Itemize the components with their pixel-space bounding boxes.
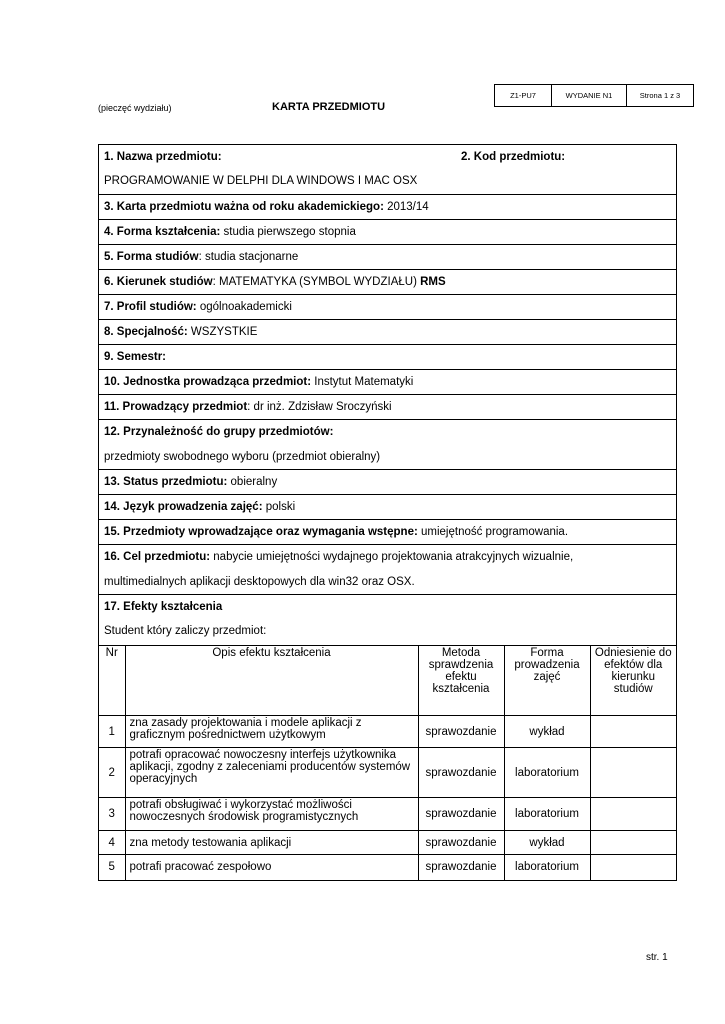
row-language: 14. Język prowadzenia zajęć: polski: [99, 495, 676, 520]
form-code: Z1-PU7: [495, 85, 552, 106]
row-prerequisites: 15. Przedmioty wprowadzające oraz wymagania wstępne: umiejętność programowania.: [99, 520, 676, 545]
table-row: 1 zna zasady projektowania i modele aplikacji z graficznym pośrednictwem użytkowym sprawozdanie wykład: [99, 716, 676, 748]
document-title: KARTA PRZEDMIOTU: [272, 101, 386, 113]
row-valid-year: 3. Karta przedmiotu ważna od roku akademickiego: 2013/14: [99, 195, 676, 220]
table-row: 4 zna metody testowania aplikacji sprawozdanie wykład: [99, 831, 676, 855]
table-row: 3 potrafi obsługiwać i wykorzystać możliwości nowoczesnych środowisk programistycznych sprawozdanie laboratorium: [99, 798, 676, 831]
row-effects: 17. Efekty kształcenia Student który zaliczy przedmiot:: [104, 601, 267, 637]
table-row: 2 potrafi opracować nowoczesny interfejs użytkownika aplikacji, zgodny z zaleceniami producentów systemów operacyjnych sprawozdanie laboratorium: [99, 748, 676, 798]
row-unit: 10. Jednostka prowadząca przedmiot: Instytut Matematyki: [99, 370, 676, 395]
row-specialty: 8. Specjalność: WSZYSTKIE: [99, 320, 676, 345]
row-group: 12. Przynależność do grupy przedmiotów: przedmioty swobodnego wyboru (przedmiot obieralny): [99, 420, 676, 470]
row-field: 6. Kierunek studiów: MATEMATYKA (SYMBOL WYDZIAŁU) RMS: [99, 270, 676, 295]
effects-table: [99, 645, 676, 880]
row-course-name: [99, 145, 676, 195]
row-semester: 9. Semestr:: [99, 345, 676, 370]
edition: WYDANIE N1: [552, 85, 627, 106]
row-education-form: 4. Forma kształcenia: studia pierwszego stopnia: [99, 220, 676, 245]
col-method: Metoda sprawdzenia efektu kształcenia: [418, 646, 504, 716]
col-form: Forma prowadzenia zajęć: [504, 646, 590, 716]
page-count: Strona 1 z 3: [639, 91, 681, 100]
row-profile: 7. Profil studiów: ogólnoakademicki: [99, 295, 676, 320]
row-status: 13. Status przedmiotu: obieralny: [99, 470, 676, 495]
col-nr: Nr: [99, 646, 125, 716]
course-code-label: 2. Kod przedmiotu:: [461, 151, 566, 163]
document-code-box: [494, 84, 694, 107]
course-name-value: PROGRAMOWANIE W DELPHI DLA WINDOWS I MAC OSX: [104, 175, 418, 187]
row-study-form: 5. Forma studiów: studia stacjonarne: [99, 245, 676, 270]
page-number: str. 1: [646, 952, 668, 963]
col-reference: Odniesienie do efektów dla kierunku studiów: [590, 646, 676, 716]
table-row: 5 potrafi pracować zespołowo sprawozdanie laboratorium: [99, 855, 676, 880]
stamp-placeholder: (pieczęć wydziału): [98, 103, 172, 113]
row-lecturer: 11. Prowadzący przedmiot: dr inż. Zdzisław Sroczyński: [99, 395, 676, 420]
col-description: Opis efektu kształcenia: [125, 646, 418, 716]
course-name-label: 1. Nazwa przedmiotu:: [104, 151, 222, 163]
row-goal: 16. Cel przedmiotu: nabycie umiejętności wydajnego projektowania atrakcyjnych wizualnie, multimedialnych aplikacji desktopowych dla win32 oraz OSX.: [99, 545, 676, 595]
course-card-table: [98, 144, 677, 881]
effects-header-row: [99, 646, 676, 716]
